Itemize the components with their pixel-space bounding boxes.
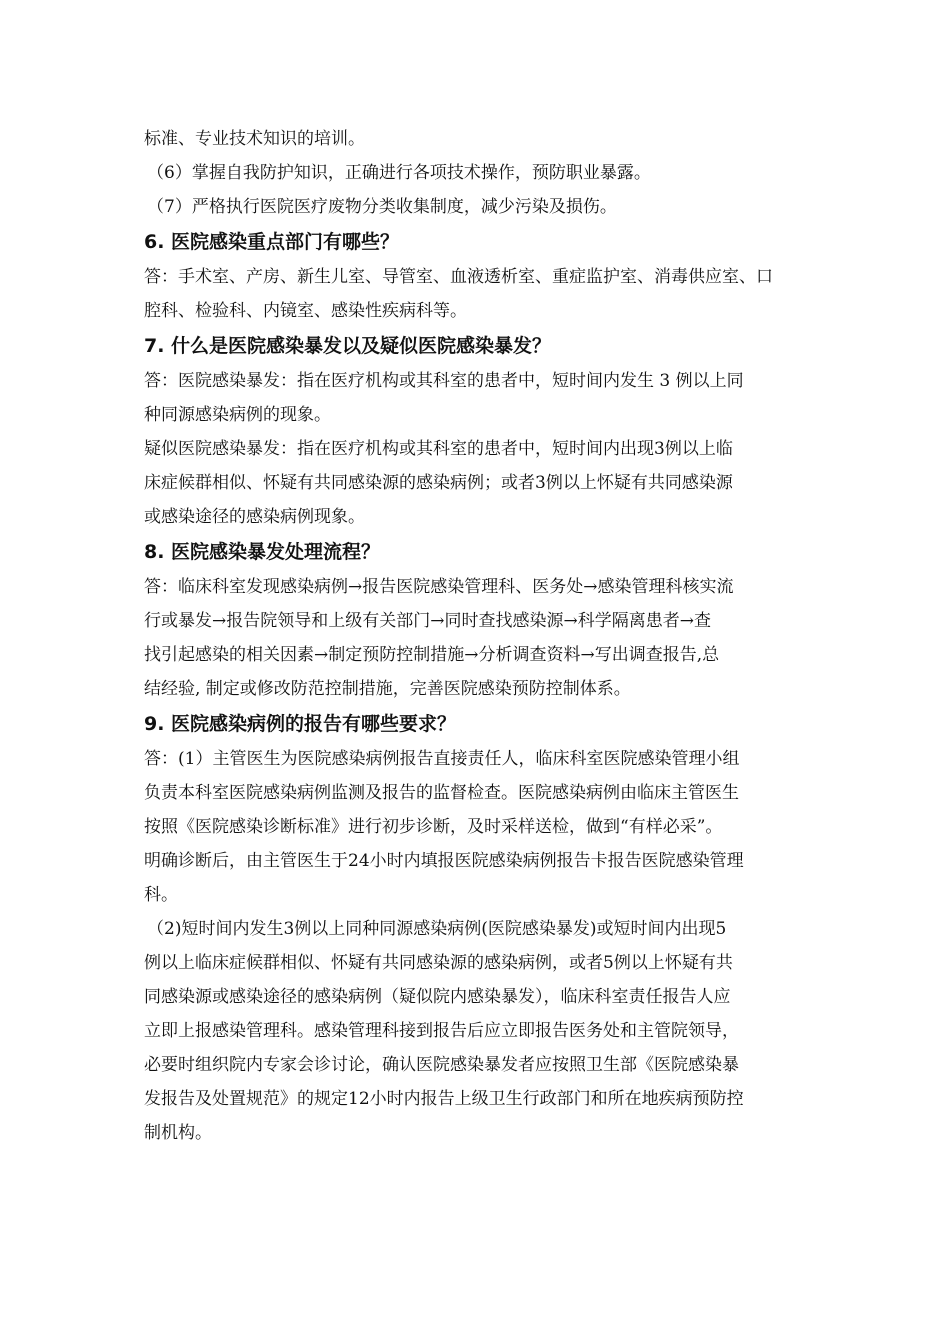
question-9-heading: 9. 医院感染病例的报告有哪些要求？	[144, 713, 457, 735]
text-line: 负责本科室医院感染病例监测及报告的监督检查。医院感染病例由临床主管医生	[144, 783, 739, 803]
text-line: （6）掌握自我防护知识，正确进行各项技术操作，预防职业暴露。	[147, 163, 651, 183]
question-8-heading: 8. 医院感染暴发处理流程？	[144, 541, 381, 563]
text-line: 明确诊断后，由主管医生于24小时内填报医院感染病例报告卡报告医院感染管理	[144, 851, 744, 871]
text-line: 结经验, 制定或修改防范控制措施，完善医院感染预防控制体系。	[144, 679, 631, 699]
text-line: 立即上报感染管理科。感染管理科接到报告后应立即报告医务处和主管院领导，	[144, 1021, 739, 1041]
text-line: 腔科、检验科、内镜室、感染性疾病科等。	[144, 301, 467, 321]
question-7-heading: 7. 什么是医院感染暴发以及疑似医院感染暴发？	[144, 335, 552, 357]
text-line: 发报告及处置规范》的规定12小时内报告上级卫生行政部门和所在地疾病预防控	[144, 1089, 744, 1109]
text-line: 标准、专业技术知识的培训。	[144, 129, 365, 149]
text-line: 科。	[144, 885, 178, 905]
text-line: 例以上临床症候群相似、怀疑有共同感染源的感染病例，或者5例以上怀疑有共	[144, 953, 733, 973]
text-line: 制机构。	[144, 1123, 212, 1143]
question-6-heading: 6. 医院感染重点部门有哪些？	[144, 231, 400, 253]
text-line: 答：医院感染暴发：指在医疗机构或其科室的患者中，短时间内发生 3 例以上同	[144, 371, 744, 391]
text-line: 答：(1）主管医生为医院感染病例报告直接责任人，临床科室医院感染管理小组	[144, 749, 740, 769]
text-line: （2)短时间内发生3例以上同种同源感染病例(医院感染暴发)或短时间内出现5	[147, 919, 727, 939]
text-line: 或感染途径的感染病例现象。	[144, 507, 365, 527]
text-line: 答：临床科室发现感染病例→报告医院感染管理科、医务处→感染管理科核实流	[144, 577, 734, 597]
text-line: （7）严格执行医院医疗废物分类收集制度，减少污染及损伤。	[147, 197, 617, 217]
document-body	[144, 122, 820, 1150]
text-line: 必要时组织院内专家会诊讨论，确认医院感染暴发者应按照卫生部《医院感染暴	[144, 1055, 739, 1075]
text-line: 种同源感染病例的现象。	[144, 405, 331, 425]
text-line: 床症候群相似、怀疑有共同感染源的感染病例；或者3例以上怀疑有共同感染源	[144, 473, 733, 493]
text-line: 按照《医院感染诊断标准》进行初步诊断，及时采样送检，做到“有样必采”。	[144, 817, 723, 837]
text-line: 同感染源或感染途径的感染病例（疑似院内感染暴发），临床科室责任报告人应	[144, 987, 731, 1007]
text-line: 找引起感染的相关因素→制定预防控制措施→分析调查资料→写出调查报告,总	[144, 645, 720, 665]
text-line: 答：手术室、产房、新生儿室、导管室、血液透析室、重症监护室、消毒供应室、口	[144, 267, 773, 287]
text-line: 疑似医院感染暴发：指在医疗机构或其科室的患者中，短时间内出现3例以上临	[144, 439, 733, 459]
text-line: 行或暴发→报告院领导和上级有关部门→同时查找感染源→科学隔离患者→查	[144, 611, 711, 631]
